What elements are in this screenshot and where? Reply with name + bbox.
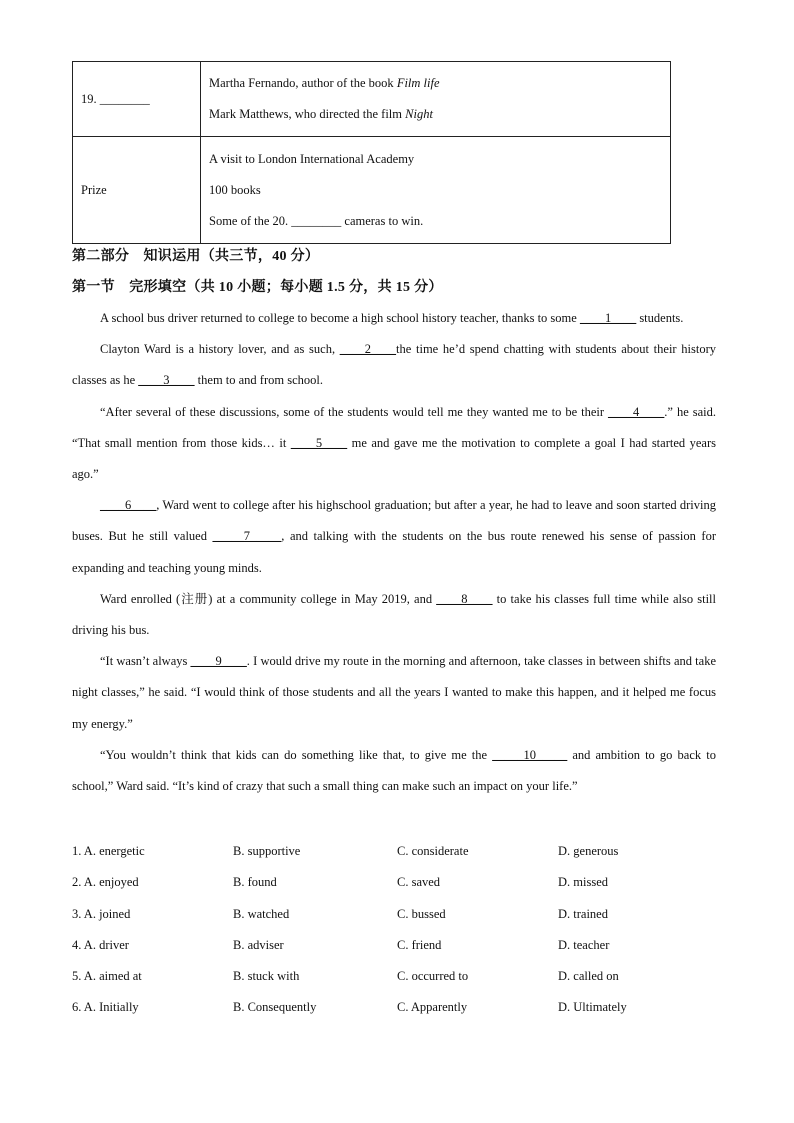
option-row xyxy=(72,930,722,961)
passage-paragraph xyxy=(72,334,716,396)
table-row xyxy=(73,137,671,244)
book-title: Film life xyxy=(396,76,440,90)
option-choice: D. generous xyxy=(558,844,619,858)
passage-text: the time he’d spend chatting with students about their history classes as he xyxy=(72,342,716,388)
film-title: Night xyxy=(405,107,433,121)
option-choice: B. stuck with xyxy=(233,969,300,984)
cloze-blank: ____1____ xyxy=(579,311,637,325)
passage-text: , Ward went to college after his highschool graduation; but after a year, he had to leave and soon started driving buses. But he still valued xyxy=(72,498,716,544)
option-choice: B. supportive xyxy=(233,844,301,858)
passage-text: “You wouldn’t think that kids can do something like that, to give me the xyxy=(100,747,493,762)
cloze-blank: ____8____ xyxy=(436,591,493,606)
option-choice: D. teacher xyxy=(558,937,610,952)
option-choice: D. missed xyxy=(558,875,608,890)
option-row xyxy=(72,899,722,930)
table-cell-label: Prize xyxy=(73,137,201,244)
option-choice: D. trained xyxy=(558,906,608,921)
table-cell-content xyxy=(201,62,671,137)
option-row xyxy=(72,992,722,1023)
option-choice: C. occurred to xyxy=(397,969,469,984)
cloze-blank: _____10_____ xyxy=(492,747,568,762)
cloze-blank: ____3____ xyxy=(138,373,195,388)
passage-text: “It wasn’t always xyxy=(100,654,191,669)
cloze-blank: ____5____ xyxy=(290,435,348,450)
option-choice: 4. A. driver xyxy=(72,937,129,952)
option-choice: 5. A. aimed at xyxy=(72,969,142,984)
passage-text: Clayton Ward is a history lover, and as such, xyxy=(100,342,340,357)
passage-paragraph xyxy=(72,397,716,491)
passage-text: me and gave me the motivation to complete a goal I had started years ago.” xyxy=(72,435,716,482)
passage-paragraph xyxy=(72,584,716,646)
option-choice: 3. A. joined xyxy=(72,906,131,921)
passage-paragraph xyxy=(72,646,716,740)
option-choice: 6. A. Initially xyxy=(72,1000,139,1015)
section-heading: 第二部分 知识运用（共三节，40 分） xyxy=(72,249,320,264)
passage-text: , and talking with the students on the bus route renewed his sense of passion for expanding and teaching young minds. xyxy=(72,529,716,575)
option-choice: 2. A. enjoyed xyxy=(72,875,139,890)
table-line xyxy=(209,99,669,130)
option-choice: C. Apparently xyxy=(397,1000,468,1015)
answer-options xyxy=(72,836,722,1024)
cloze-blank: _____7_____ xyxy=(212,529,282,544)
option-choice: 1. A. energetic xyxy=(72,844,145,858)
passage-paragraph xyxy=(72,303,716,334)
passage-text: students. xyxy=(636,311,684,325)
line-text: Mark Matthews, who directed the film xyxy=(209,107,406,121)
option-choice: C. considerate xyxy=(397,844,469,858)
option-choice: B. Consequently xyxy=(233,1000,317,1015)
cloze-blank: ____6____ xyxy=(100,498,157,513)
passage-text: .” he said. “That small mention from those kids… it xyxy=(72,404,716,450)
passage-text: . I would drive my route in the morning and afternoon, take classes in between shifts and take night classes,” he said. “I would think of those students and all the years I wanted to make this happen, and it helped me focus my energy.” xyxy=(72,654,717,731)
option-choice: B. watched xyxy=(233,906,290,921)
prize-line: 100 books xyxy=(209,182,261,197)
line-text: Martha Fernando, author of the book xyxy=(209,76,397,90)
passage-text: them to and from school. xyxy=(194,373,323,388)
prize-line: A visit to London International Academy xyxy=(209,151,415,166)
passage-paragraph xyxy=(72,740,716,802)
passage-text: to take his classes full time while also still driving his bus. xyxy=(72,591,716,638)
table-row xyxy=(73,62,671,137)
info-table xyxy=(72,61,671,244)
cloze-blank: ____4____ xyxy=(608,404,665,419)
option-row xyxy=(72,961,722,992)
option-choice: C. bussed xyxy=(397,906,446,921)
table-cell-label: 19. ________ xyxy=(73,62,201,137)
table-cell-content xyxy=(201,137,671,244)
passage-text: A school bus driver returned to college to become a high school history teacher, thanks to some xyxy=(100,311,580,325)
option-choice: B. found xyxy=(233,875,277,890)
option-choice: C. friend xyxy=(397,937,442,952)
option-choice: D. Ultimately xyxy=(558,1000,627,1015)
subsection-heading: 第一节 完形填空（共 10 小题；每小题 1.5 分，共 15 分） xyxy=(72,280,443,295)
table-line xyxy=(209,68,669,99)
cloze-passage xyxy=(72,303,716,802)
cloze-blank: ____9____ xyxy=(190,654,247,669)
passage-text: Ward enrolled (注册) at a community college in May 2019, and xyxy=(100,591,437,606)
option-choice: D. called on xyxy=(558,969,619,984)
option-row xyxy=(72,867,722,898)
option-choice: B. adviser xyxy=(233,937,284,952)
passage-text: and ambition to go back to school,” Ward said. “It’s kind of crazy that such a small thing can make such an impact on your life.” xyxy=(72,747,717,794)
passage-paragraph xyxy=(72,490,716,584)
option-row xyxy=(72,836,722,867)
prize-line: Some of the 20. ________ cameras to win. xyxy=(209,213,424,228)
passage-text: “After several of these discussions, some of the students would tell me they wanted me to be their xyxy=(100,404,609,419)
option-choice: C. saved xyxy=(397,875,441,890)
cloze-blank: ____2____ xyxy=(339,342,397,357)
